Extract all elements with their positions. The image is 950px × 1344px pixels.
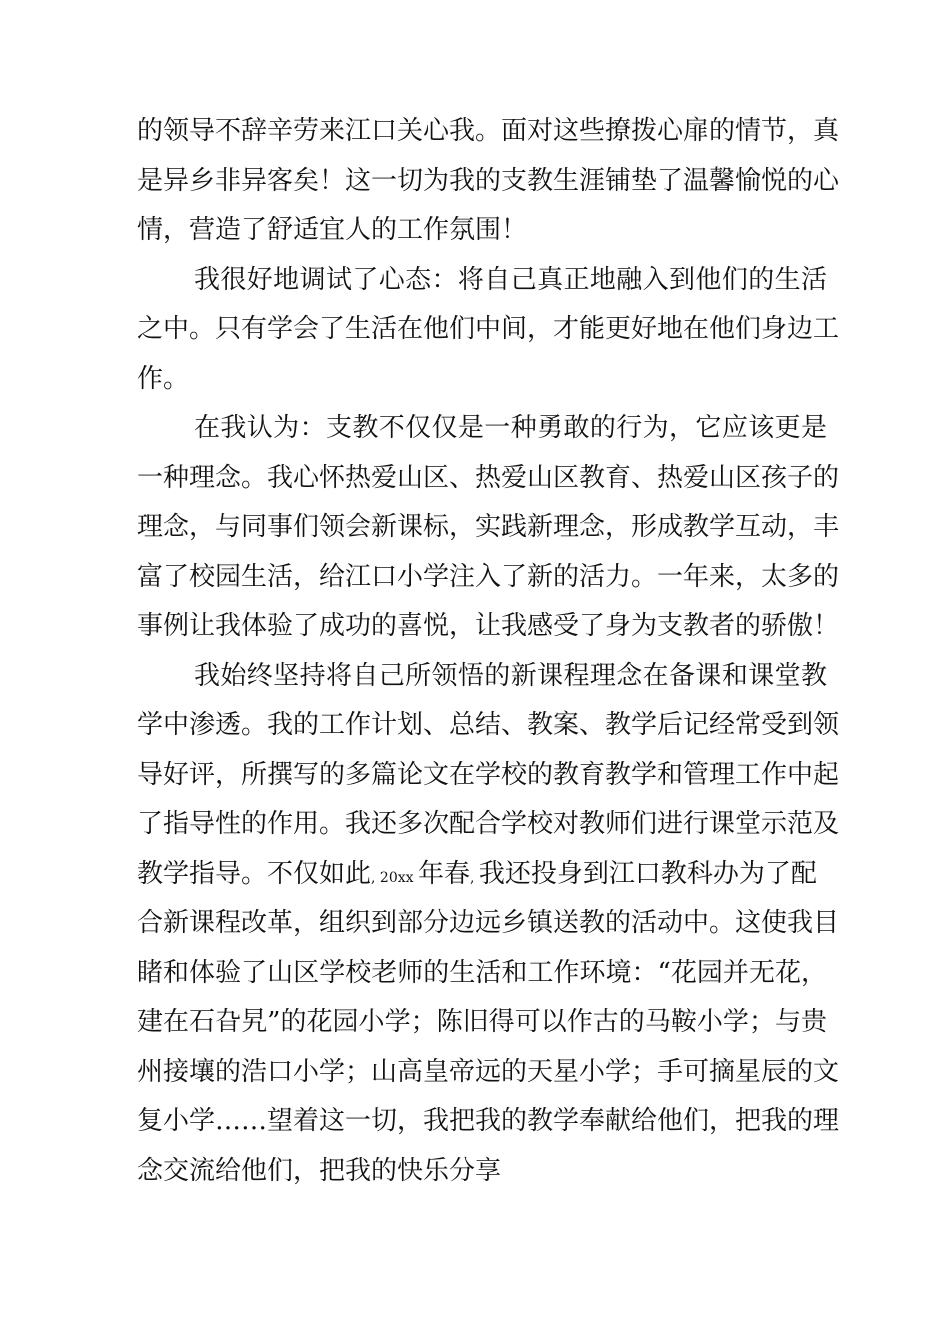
paragraph-1-line-1: 的领导不辞辛劳来江口关心我。面对这些撩拨心扉的情节，真 xyxy=(137,116,840,146)
paragraph-4-line-3: 导好评，所撰写的多篇论文在学校的教育教学和管理工作中起 xyxy=(137,759,840,790)
paragraph-4-line-1: 我始终坚持将自己所领悟的新课程理念在备课和课堂教 xyxy=(194,660,827,691)
paragraph-3-line-3: 理念，与同事们领会新课标，实践新理念，形成教学互动，丰 xyxy=(137,512,840,542)
paragraph-4-line-9: 州接壤的浩口小学；山高皇帝远的天星小学；手可摘星辰的文 xyxy=(137,1056,840,1087)
paragraph-3-line-5: 事例让我体验了成功的喜悦，让我感受了身为支教者的骄傲！ xyxy=(137,611,840,641)
paragraph-4-line-5 xyxy=(137,850,827,900)
paragraph-4-line-11: 念交流给他们，把我的快乐分享 xyxy=(137,1155,502,1186)
paragraph-4-line-8: 建在石旮旯”的花园小学；陈旧得可以作古的马鞍小学；与贵 xyxy=(137,1007,827,1037)
paragraph-2-line-3: 作。 xyxy=(137,363,190,394)
paragraph-4-line-10: 复小学……望着这一切，我把我的教学奉献给他们，把我的理 xyxy=(137,1106,840,1136)
mixed-text-year: , 20xx xyxy=(371,869,418,886)
paragraph-2-line-2: 之中。只有学会了生活在他们中间，才能更好地在他们身边工 xyxy=(137,314,840,344)
mixed-text-comma: , xyxy=(470,869,479,886)
body-text xyxy=(137,107,840,1196)
mixed-text-before: 教学指导。不仅如此 xyxy=(137,858,372,889)
paragraph-1-line-3: 情，营造了舒适宜人的工作氛围！ xyxy=(137,215,528,245)
paragraph-4-line-2: 学中渗透。我的工作计划、总结、教案、教学后记经常受到领 xyxy=(137,710,840,740)
paragraph-4-line-7: 睹和体验了山区学校老师的生活和工作环境：“花园并无花， xyxy=(137,957,827,988)
paragraph-4-line-6: 合新课程改革，组织到部分边远乡镇送教的活动中。这使我目 xyxy=(137,908,840,938)
paragraph-3-line-4: 富了校园生活，给江口小学注入了新的活力。一年来，太多的 xyxy=(137,561,840,592)
paragraph-3-line-1: 在我认为：支教不仅仅是一种勇敢的行为，它应该更是 xyxy=(194,413,827,443)
paragraph-1-line-2: 是异乡非异客矣！这一切为我的支教生涯铺垫了温馨愉悦的心 xyxy=(137,165,840,196)
mixed-text-after-2: 我还投身到江口教科办为了配 xyxy=(478,858,817,889)
mixed-text-after: 年春 xyxy=(417,858,470,889)
paragraph-2-line-1: 我很好地调试了心态：将自己真正地融入到他们的生活 xyxy=(194,264,827,295)
paragraph-4-line-4: 了指导性的作用。我还多次配合学校对教师们进行课堂示范及 xyxy=(137,809,840,839)
paragraph-3-line-2: 一种理念。我心怀热爱山区、热爱山区教育、热爱山区孩子的 xyxy=(137,462,840,493)
